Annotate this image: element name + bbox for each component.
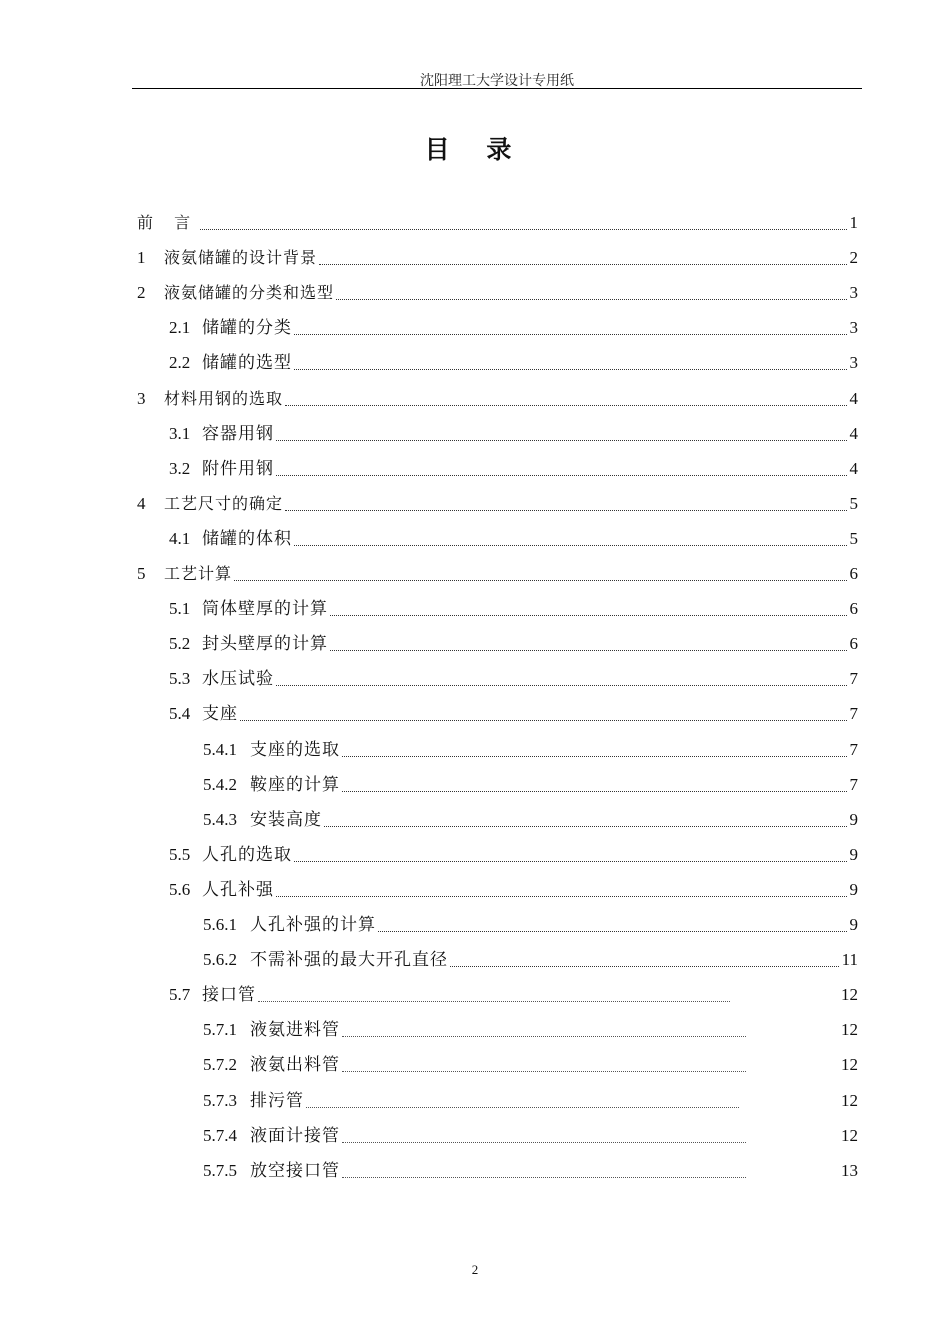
- toc-entry[interactable]: [169, 983, 858, 1007]
- toc-entry-number: 1: [137, 248, 146, 268]
- toc-entry[interactable]: [137, 387, 858, 411]
- dot-leader: [294, 368, 847, 370]
- toc-entry[interactable]: [137, 492, 858, 516]
- toc-entry-page: 5: [849, 493, 858, 513]
- dot-leader: [336, 298, 846, 300]
- toc-entry-label: 支座的选取: [250, 739, 340, 759]
- toc-entry-label: 前 言: [137, 213, 199, 232]
- dot-leader: [276, 439, 847, 441]
- dot-leader: [342, 1176, 746, 1178]
- toc-entry-page: 4: [849, 423, 858, 443]
- toc-entry-label: 储罐的分类: [202, 318, 292, 338]
- toc-entry-label: 放空接口管: [250, 1160, 340, 1180]
- toc-entry-page: 12: [841, 1020, 858, 1040]
- toc-entry-label: 筒体壁厚的计算: [202, 599, 328, 619]
- dot-leader: [342, 1070, 746, 1072]
- toc-entry-label: 人孔补强的计算: [250, 915, 376, 934]
- dot-leader: [324, 825, 847, 827]
- toc-entry-number: 5.1: [169, 599, 191, 619]
- toc-entry[interactable]: [169, 843, 858, 867]
- toc-entry-page: 9: [849, 844, 858, 864]
- toc-entry-label: 工艺尺寸的确定: [164, 493, 284, 513]
- toc-entry[interactable]: [203, 808, 858, 832]
- toc-entry-label: 工艺计算: [164, 564, 233, 583]
- toc-entry-number: 5.6.2: [203, 950, 237, 970]
- toc-entry-number: 5.7.4: [203, 1125, 237, 1145]
- dot-leader: [294, 544, 847, 546]
- toc-entry[interactable]: [169, 527, 858, 551]
- toc-entry-page: 6: [849, 634, 858, 654]
- dot-leader: [234, 579, 846, 581]
- toc-entry-page: 6: [849, 599, 858, 619]
- toc-entry-number: 5.4.3: [203, 809, 237, 829]
- toc-entry-label: 水压试验: [202, 669, 274, 689]
- toc-entry-number: 5.6.1: [203, 915, 237, 934]
- header-rule: [132, 88, 862, 89]
- toc-entry-number: 5.6: [169, 879, 191, 899]
- dot-leader: [200, 228, 846, 230]
- toc-entry[interactable]: [203, 1089, 858, 1113]
- toc-entry-page: 12: [841, 1090, 858, 1110]
- toc-entry-page: 9: [849, 879, 858, 899]
- toc-entry-number: 5.4.1: [203, 739, 237, 759]
- toc-entry-number: 5.7.2: [203, 1055, 237, 1075]
- dot-leader: [258, 1000, 730, 1002]
- toc-entry[interactable]: [169, 316, 858, 340]
- toc-entry-number: 5.4: [169, 704, 191, 724]
- toc-entry-page: 3: [849, 283, 858, 303]
- toc-entry-number: 5.2: [169, 634, 191, 654]
- toc-entry-number: 5.7.5: [203, 1160, 237, 1180]
- dot-leader: [342, 1141, 746, 1143]
- toc-entry-label: 不需补强的最大开孔直径: [250, 950, 448, 970]
- toc-entry-number: 5.3: [169, 669, 191, 689]
- toc-entry-number: 2.1: [169, 318, 191, 338]
- dot-leader: [450, 965, 839, 967]
- toc-entry-number: 2.2: [169, 353, 191, 373]
- toc-entry-page: 9: [849, 915, 858, 934]
- toc-entry[interactable]: [169, 667, 858, 691]
- toc-entry-label: 液面计接管: [250, 1125, 340, 1145]
- toc-entry-page: 2: [849, 248, 858, 268]
- toc-entry[interactable]: [169, 597, 858, 621]
- toc-entry-number: 5.7.3: [203, 1090, 237, 1110]
- toc-entry[interactable]: [203, 773, 858, 797]
- toc-entry-label: 排污管: [250, 1090, 304, 1110]
- dot-leader: [342, 1035, 746, 1037]
- dot-leader: [294, 860, 847, 862]
- toc-entry-label: 封头壁厚的计算: [202, 634, 328, 654]
- dot-leader: [378, 930, 847, 932]
- dot-leader: [276, 684, 847, 686]
- dot-leader: [276, 895, 847, 897]
- toc-entry-label: 液氨储罐的分类和选型: [164, 283, 335, 303]
- toc-entry[interactable]: [203, 1053, 858, 1077]
- toc-entry-page: 12: [841, 985, 858, 1005]
- toc-entry-label: 接口管: [202, 985, 256, 1005]
- toc-entry-number: 5: [137, 564, 146, 583]
- toc-entry-number: 4: [137, 493, 146, 513]
- dot-leader: [285, 509, 846, 511]
- toc-entry-label: 安装高度: [250, 809, 322, 829]
- dot-leader: [285, 404, 846, 406]
- toc-entry[interactable]: [203, 1124, 858, 1148]
- toc-entry[interactable]: [169, 878, 858, 902]
- toc-entry-label: 人孔的选取: [202, 844, 292, 864]
- toc-entry[interactable]: [203, 913, 858, 937]
- dot-leader: [319, 263, 846, 265]
- toc-entry[interactable]: [137, 211, 858, 235]
- toc-entry-number: 3.2: [169, 458, 191, 478]
- toc-entry-page: 7: [849, 704, 858, 724]
- toc-entry-number: 4.1: [169, 528, 191, 548]
- toc-entry-page: 7: [849, 774, 858, 794]
- toc-entry-page: 3: [849, 353, 858, 373]
- toc-entry-number: 5.4.2: [203, 774, 237, 794]
- toc-entry-number: 2: [137, 283, 146, 303]
- toc-entry-page: 12: [841, 1055, 858, 1075]
- toc-entry-label: 材料用钢的选取: [164, 388, 284, 408]
- toc-entry-label: 储罐的体积: [202, 528, 292, 548]
- toc-entry-label: 容器用钢: [202, 423, 274, 443]
- toc-entry-label: 支座: [202, 704, 238, 724]
- header-text: 沈阳理工大学设计专用纸: [420, 74, 574, 89]
- toc-entry-number: 5.5: [169, 844, 191, 864]
- dot-leader: [306, 1106, 739, 1108]
- toc-entry[interactable]: [137, 281, 858, 305]
- dot-leader: [330, 649, 847, 651]
- toc-entry[interactable]: [203, 1018, 858, 1042]
- toc-entry-label: 储罐的选型: [202, 353, 292, 373]
- dot-leader: [276, 474, 847, 476]
- toc-entry-label: 鞍座的计算: [250, 774, 340, 794]
- toc-entry-label: 附件用钢: [202, 458, 274, 478]
- toc-entry[interactable]: [203, 948, 858, 972]
- toc-entry[interactable]: [169, 702, 858, 726]
- dot-leader: [294, 333, 847, 335]
- dot-leader: [330, 614, 847, 616]
- toc-entry[interactable]: [169, 632, 858, 656]
- toc-entry-number: 3: [137, 388, 146, 408]
- toc-entry[interactable]: [169, 422, 858, 446]
- toc-entry-page: 9: [849, 809, 858, 829]
- toc-entry-number: 3.1: [169, 423, 191, 443]
- dot-leader: [342, 755, 847, 757]
- toc-entry[interactable]: [137, 562, 858, 586]
- toc-entry-label: 液氨出料管: [250, 1055, 340, 1075]
- page-number: 2: [471, 1262, 479, 1277]
- toc-entry-page: 7: [849, 739, 858, 759]
- dot-leader: [240, 719, 847, 721]
- toc-entry-label: 液氨储罐的设计背景: [164, 248, 318, 268]
- page-title: 目 录: [424, 135, 526, 164]
- toc-entry-page: 12: [841, 1125, 858, 1145]
- toc-entry-page: 7: [849, 669, 858, 689]
- toc-entry-label: 液氨进料管: [250, 1020, 340, 1040]
- toc-entry-number: 5.7.1: [203, 1020, 237, 1040]
- toc-entry-number: 5.7: [169, 985, 191, 1005]
- toc-entry[interactable]: [203, 738, 858, 762]
- toc-entry-page: 1: [849, 213, 858, 232]
- toc-entry-page: 5: [849, 528, 858, 548]
- toc-entry-page: 11: [841, 950, 858, 970]
- toc-entry-label: 人孔补强: [202, 879, 274, 899]
- toc-entry-page: 4: [849, 388, 858, 408]
- toc-entry[interactable]: [169, 351, 858, 375]
- toc-entry-page: 13: [841, 1160, 858, 1180]
- toc-entry-page: 4: [849, 458, 858, 478]
- toc-entry[interactable]: [137, 246, 858, 270]
- toc-entry-page: 6: [849, 564, 858, 583]
- toc-entry[interactable]: [203, 1159, 858, 1183]
- dot-leader: [342, 790, 847, 792]
- toc-entry[interactable]: [169, 457, 858, 481]
- toc-entry-page: 3: [849, 318, 858, 338]
